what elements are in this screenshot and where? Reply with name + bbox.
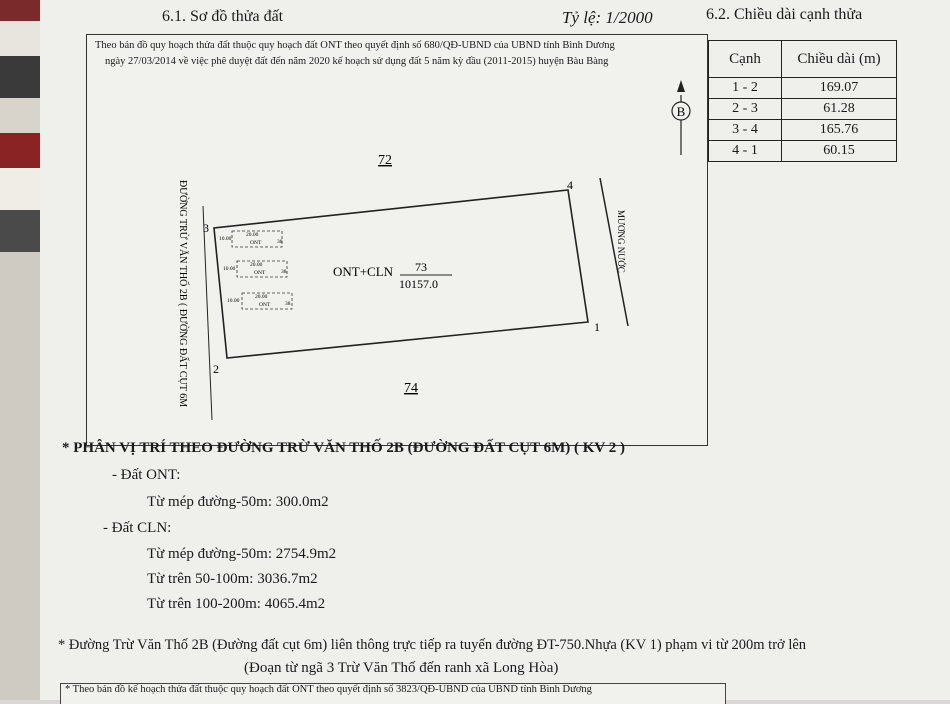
edge-cell: 1 - 2 xyxy=(709,78,782,99)
road-edge xyxy=(203,206,212,420)
ont-title: - Đất ONT: xyxy=(112,467,181,483)
cln-item: Từ trên 100-200m: 4065.4m2 xyxy=(147,596,326,612)
parcel-boundary xyxy=(214,190,588,358)
cln-title: - Đất CLN: xyxy=(103,520,172,536)
road-note-line: Đường Trừ Văn Thố 2B (Đường đất cụt 6m) liên thông trực tiếp ra tuyến đường ĐT-750.Nhựa (KV 1) phạm vi từ 200m trở lên xyxy=(68,637,807,653)
strip-length: 20.00 xyxy=(250,262,263,268)
length-cell: 61.28 xyxy=(782,99,897,120)
vertex-4: 4 xyxy=(567,178,573,192)
length-cell: 60.15 xyxy=(782,141,897,162)
vertex-1: 1 xyxy=(594,320,600,334)
strip-width: 10.00 xyxy=(219,236,232,242)
ont-strip xyxy=(223,261,287,277)
column-header-edge: Cạnh xyxy=(709,41,782,78)
strip-end: 38 xyxy=(277,239,283,245)
edge-cell: 3 - 4 xyxy=(709,120,782,141)
strip-end: 38 xyxy=(285,301,291,307)
north-marker-label: B xyxy=(676,104,686,119)
parcel-74: 74 xyxy=(404,381,418,396)
length-cell: 169.07 xyxy=(782,78,897,99)
vertex-2: 2 xyxy=(213,362,219,376)
strip-width: 10.00 xyxy=(223,266,236,272)
land-use-label: ONT+CLN xyxy=(333,264,394,279)
parcel-72: 72 xyxy=(378,153,392,168)
vertex-3: 3 xyxy=(203,221,209,235)
cln-item: Từ mép đường-50m: 2754.9m2 xyxy=(147,546,337,562)
strip-end: 38 xyxy=(281,269,287,275)
section-title-edges: 6.2. Chiều dài cạnh thửa xyxy=(706,6,863,23)
parcel-number: 73 xyxy=(415,260,427,274)
strip-length: 20.00 xyxy=(255,294,268,300)
length-cell: 165.76 xyxy=(782,120,897,141)
plan-note-line: ngày 27/03/2014 về việc phê duyệt đất đến năm 2020 kế hoạch sử dụng đất 5 năm kỳ đầu (2011-2015) huyện Bàu Bàng xyxy=(105,56,609,67)
edge-cell: 2 - 3 xyxy=(709,99,782,120)
strip-code: ONT xyxy=(250,240,262,246)
column-header-length: Chiều dài (m) xyxy=(782,41,897,78)
position-heading: * PHÂN VỊ TRÍ THEO ĐƯỜNG TRỪ VĂN THỐ 2B (ĐƯỜNG ĐẤT CỤT 6M) ( KV 2 ) xyxy=(62,440,625,456)
footer-note: * Theo bản đồ kế hoạch thửa đất thuộc quy hoạch đất ONT theo quyết định số 3823/QĐ-UBND của UBND tỉnh Bình Dương xyxy=(60,683,726,704)
road-note: * Đường Trừ Văn Thố 2B (Đường đất cụt 6m) liên thông trực tiếp ra tuyến đường ĐT-750.Nhựa (KV 1) phạm vi từ 200m trở lên xyxy=(58,637,807,653)
section-title-diagram: 6.1. Sơ đồ thửa đất xyxy=(162,8,284,25)
ont-item: Từ mép đường-50m: 300.0m2 xyxy=(147,494,329,510)
road-note-line2: (Đoạn từ ngã 3 Trừ Văn Thố đến ranh xã Long Hòa) xyxy=(244,660,559,676)
strip-length: 20.00 xyxy=(246,232,259,238)
strip-width: 10.00 xyxy=(227,298,240,304)
canal-label: MƯƠNG NƯỚC xyxy=(616,210,626,273)
scale-label: Tỷ lệ: 1/2000 xyxy=(562,8,653,27)
ont-strip xyxy=(227,293,292,309)
strip-code: ONT xyxy=(259,302,271,308)
ont-strip xyxy=(219,231,283,247)
strip-code: ONT xyxy=(254,270,266,276)
edge-cell: 4 - 1 xyxy=(709,141,782,162)
north-arrow-icon xyxy=(677,80,685,92)
road-label: ĐƯỜNG TRỪ VĂN THỐ 2B ( ĐƯỜNG ĐẤT CỤT 6M xyxy=(177,180,188,408)
cln-item: Từ trên 50-100m: 3036.7m2 xyxy=(147,571,318,587)
parcel-area: 10157.0 xyxy=(399,277,438,291)
position-heading-text: PHÂN VỊ TRÍ THEO ĐƯỜNG TRỪ VĂN THỐ 2B (ĐƯỜNG ĐẤT CỤT 6M) ( KV 2 ) xyxy=(73,440,625,456)
plan-note-line: Theo bản đồ quy hoạch thửa đất thuộc quy hoạch đất ONT theo quyết định số 680/QĐ-UBND của UBND tỉnh Bình Dương xyxy=(95,40,615,51)
